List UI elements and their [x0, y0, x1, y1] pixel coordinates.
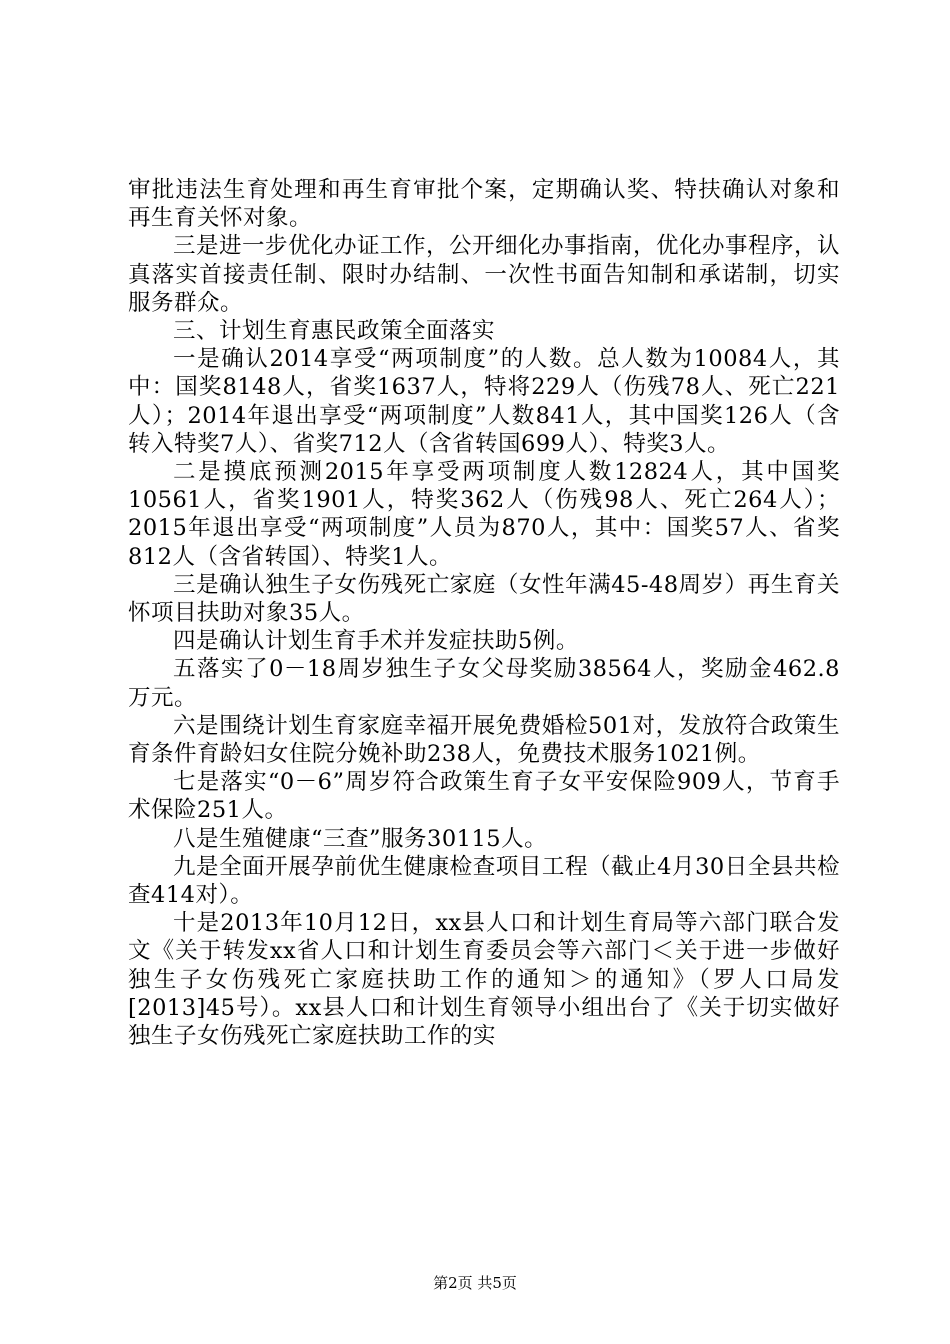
- paragraph-item-8: 八是生殖健康“三查”服务30115人。: [173, 825, 548, 852]
- paragraph-item-3: 三是进一步优化办证工作，公开细化办事指南，优化办事程序，认真落实首接责任制、限时办结制、一次性书面告知制和承诺制，切实服务群众。: [128, 233, 841, 316]
- paragraph-item-7: 七是落实“0－6”周岁符合政策生育子女平安保险909人，节育手术保险251人。: [128, 769, 840, 824]
- paragraph-item-1: 一是确认2014享受“两项制度”的人数。总人数为10084人，其中：国奖8148人，省奖1637人，特将229人（伤残78人、死亡221人）；2014年退出享受“两项制度”人数841人，其中国奖126人（含转入特奖7人）、省奖712人（含省转国699人）、特奖3人。: [128, 346, 840, 457]
- page-number-footer: 第2页 共5页: [433, 1274, 517, 1292]
- paragraph-item-10: 十是2013年10月12日，xx县人口和计划生育局等六部门联合发文《关于转发xx省人口和计划生育委员会等六部门＜关于进一步做好独生子女伤残死亡家庭扶助工作的通知＞的通知》（罗人口局发[2013]45号）。xx县人口和计划生育领导小组出台了《关于切实做好独生子女伤残死亡家庭扶助工作的实: [128, 910, 840, 1050]
- paragraph-continuation: 审批违法生育处理和再生育审批个案，定期确认奖、特扶确认对象和再生育关怀对象。: [128, 177, 840, 232]
- paragraph-item-3b: 三是确认独生子女伤残死亡家庭（女性年满45-48周岁）再生育关怀项目扶助对象35人。: [128, 571, 840, 627]
- paragraph-item-4: 四是确认计划生育手术并发症扶助5例。: [173, 628, 579, 655]
- paragraph-item-2: 二是摸底预测2015年享受两项制度人数12824人，其中国奖10561人，省奖1901人，特奖362人（伤残98人、死亡264人）；2015年退出享受“两项制度”人员为870人，其中：国奖57人、省奖812人（含省转国）、特奖1人。: [128, 459, 840, 570]
- document-body: [128, 176, 840, 1050]
- paragraph-item-6: 六是围绕计划生育家庭幸福开展免费婚检501对，发放符合政策生育条件育龄妇女住院分娩补助238人，免费技术服务1021例。: [128, 712, 840, 768]
- paragraph-item-9: 九是全面开展孕前优生健康检查项目工程（截止4月30日全县共检查414对）。: [128, 853, 840, 909]
- section-heading-3: 三、计划生育惠民政策全面落实: [173, 318, 496, 345]
- paragraph-item-5: 五落实了0－18周岁独生子女父母奖励38564人，奖励金462.8万元。: [128, 656, 840, 711]
